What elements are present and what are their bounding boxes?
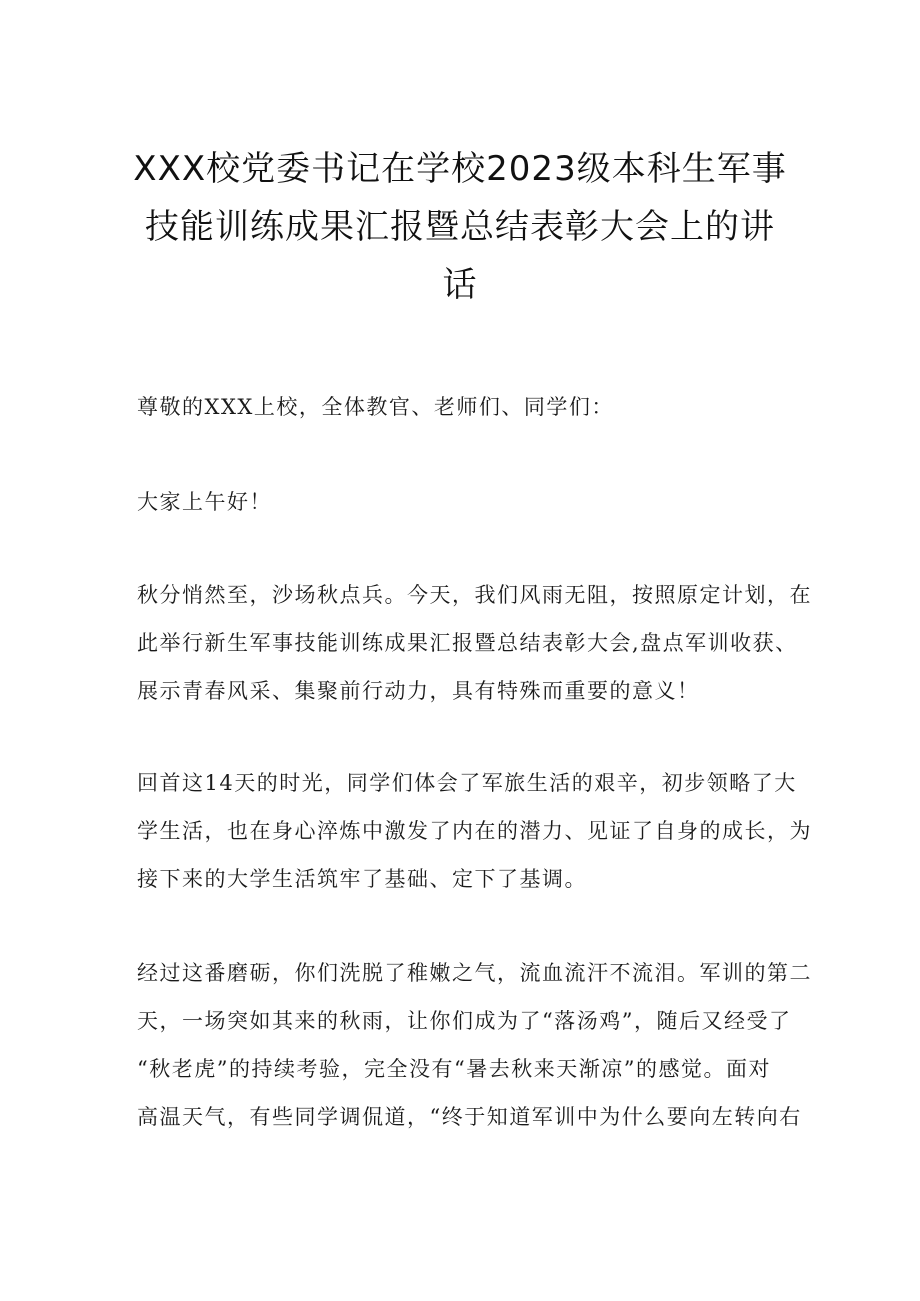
- greeting: [137, 478, 787, 526]
- document-title: [120, 140, 800, 314]
- paragraph-2: [137, 759, 812, 903]
- salutation-text: 尊敬的XXX上校，全体教官、老师们、同学们：: [137, 395, 614, 419]
- title-line-2: 技能训练成果汇报暨总结表彰大会上的讲: [145, 207, 775, 247]
- paragraph-3-line-4: 高温天气，有些同学调侃道，“终于知道军训中为什么要向左转向右: [137, 1105, 802, 1129]
- paragraph-3-line-3: “秋老虎”的持续考验，完全没有“暑去秋来天渐凉”的感觉。面对: [137, 1057, 771, 1081]
- paragraph-1-line-3: 展示青春风采、集聚前行动力，具有特殊而重要的意义！: [137, 679, 700, 703]
- paragraph-1: [137, 571, 812, 715]
- paragraph-1-line-2: 此举行新生军事技能训练成果汇报暨总结表彰大会,盘点军训收获、: [137, 631, 798, 655]
- title-line-1: XXX校党委书记在学校2023级本科生军事: [133, 149, 787, 189]
- salutation: [137, 383, 787, 431]
- paragraph-3: [137, 949, 812, 1141]
- paragraph-2-line-1: 回首这14天的时光，同学们体会了军旅生活的艰辛，初步领略了大: [137, 771, 797, 795]
- paragraph-2-line-3: 接下来的大学生活筑牢了基础、定下了基调。: [137, 867, 587, 891]
- paragraph-1-line-1: 秋分悄然至，沙场秋点兵。今天，我们风雨无阻，按照原定计划，在: [137, 583, 812, 607]
- greeting-text: 大家上午好！: [137, 490, 272, 514]
- title-line-3: 话: [442, 265, 478, 305]
- paragraph-3-line-2: 天，一场突如其来的秋雨，让你们成为了“落汤鸡”，随后又经受了: [137, 1009, 792, 1033]
- paragraph-3-line-1: 经过这番磨砺，你们洗脱了稚嫩之气，流血流汗不流泪。军训的第二: [137, 961, 812, 985]
- paragraph-2-line-2: 学生活，也在身心淬炼中激发了内在的潜力、见证了自身的成长，为: [137, 819, 812, 843]
